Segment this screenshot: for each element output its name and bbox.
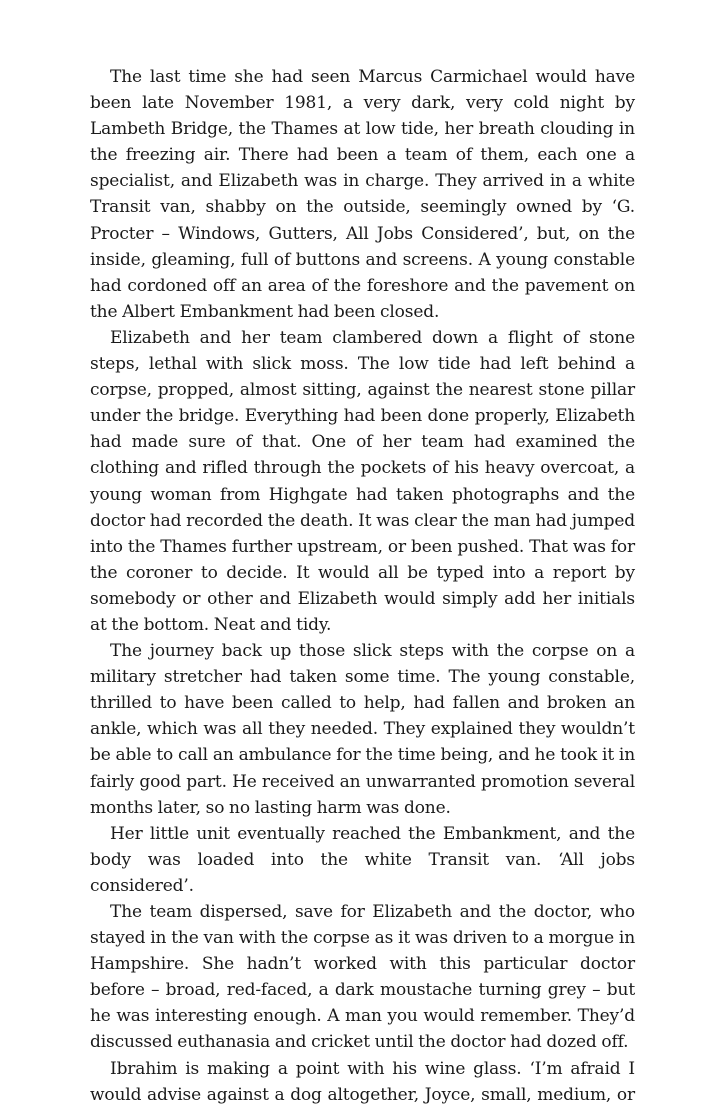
paragraph-3: The journey back up those slick steps with the corpse on a military stretcher had taken some time. The young constable, thrilled to have been called to help, had fallen and broken an ankle, which was all they needed. They explained they wouldn’t be able to call an ambulance for the time being, and he took it in fairly good part. He received an unwarranted promotion several months later, so no lasting harm was done. bbox=[90, 641, 635, 818]
paragraph-1: The last time she had seen Marcus Carmichael would have been late November 1981, a very dark, very cold night by Lambeth Bridge, the Thames at low tide, her breath clouding in the freezing air. There had been a team of them, each one a specialist, and Elizabeth was in charge. They arrived in a white Transit van, shabby on the outside, seemingly owned by ‘G. Procter – Windows, Gutters, All Jobs Considered’, but, on the inside, gleaming, full of buttons and screens. A young constable had cordoned off an area of the foreshore and the pavement on the Albert Embankment had been closed. bbox=[90, 67, 635, 322]
paragraph-6: Ibrahim is making a point with his wine glass. ‘I’m afraid I would advise against a dog altogether, Joyce, small, medium, or bbox=[90, 1058, 635, 1105]
paragraph-5: The team dispersed, save for Elizabeth and the doctor, who stayed in the van with the corpse as it was driven to a morgue in Hampshire. She hadn’t worked with this particular doctor before – broad, red-faced, a dark moustache turning grey – but he was interesting enough. A man you would remember. They’d discussed euthanasia and cricket until the doctor had dozed off. bbox=[90, 902, 635, 1053]
paragraph-4: Her little unit eventually reached the Embankment, and the body was loaded into the white Transit van. ‘All jobs considered’. bbox=[90, 823, 635, 896]
paragraph-2: Elizabeth and her team clambered down a flight of stone steps, lethal with slick moss. The low tide had left behind a corpse, propped, almost sitting, against the nearest stone pillar under the bridge. Everything had been done properly, Elizabeth had made sure of that. One of her team had examined the clothing and rifled through the pockets of his heavy overcoat, a young woman from Highgate had taken photographs and the doctor had recorded the death. It was clear the man had jumped into the Thames further upstream, or been pushed. That was for the coroner to decide. It would all be typed into a report by somebody or other and Elizabeth would simply add her initials at the bottom. Neat and tidy. bbox=[90, 327, 635, 635]
body-text bbox=[90, 64, 635, 1108]
